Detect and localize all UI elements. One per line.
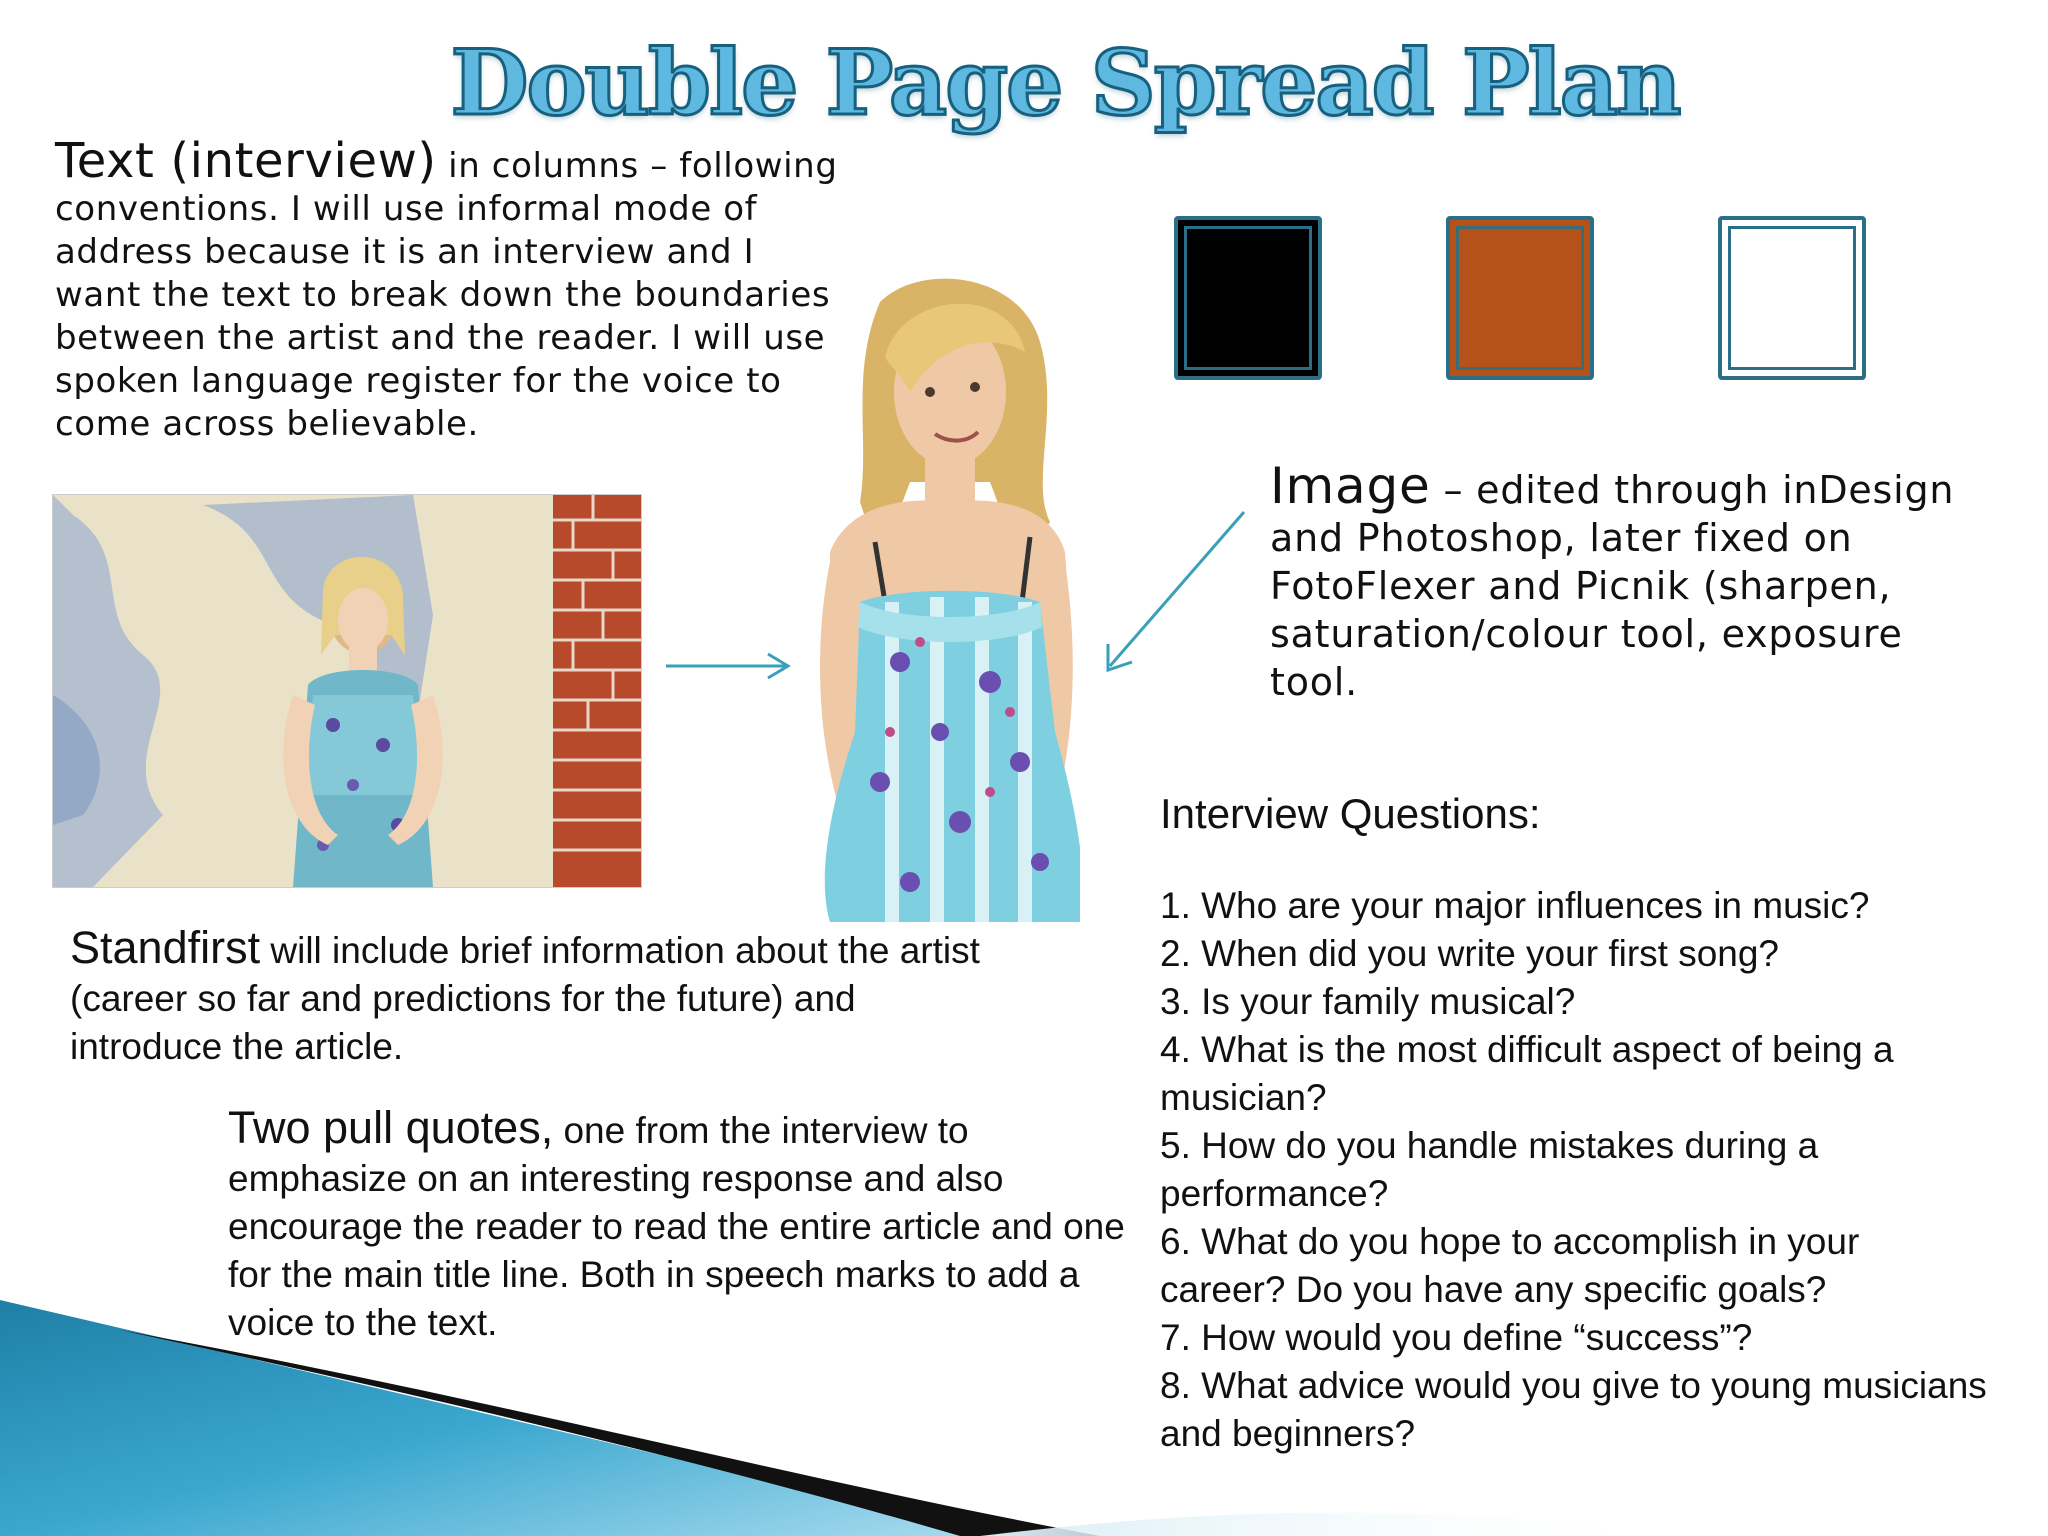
question-item: 1. Who are your major influences in music? [1160,885,1870,926]
swatch-black [1174,216,1322,380]
image-editing-note [1270,457,1970,706]
questions-list [1160,882,1990,1458]
standfirst-heading: Standfirst [70,922,261,973]
question-item: 3. Is your family musical? [1160,981,1576,1022]
arrow-diagonal-icon [1100,506,1250,676]
pull-quotes-body: one from the interview to emphasize on an interesting response and also encourage the reader to read the entire article and one for the main title line. Both in speech marks to add a voice to the text. [228,1110,1125,1343]
arrow-right-icon [664,648,794,684]
question-item: 8. What advice would you give to young musicians and beginners? [1160,1365,1987,1454]
interview-questions-heading: Interview Questions: [1160,790,1541,837]
standfirst-note [70,924,990,1071]
question-item: 4. What is the most difficult aspect of being a musician? [1160,1029,1894,1118]
standfirst-body: will include brief information about the artist (career so far and predictions for the future) and introduce the article. [70,930,980,1067]
swatch-inner-border [1728,226,1856,370]
swatch-white [1718,216,1866,380]
text-interview-heading: Text (interview) [55,133,437,189]
swatch-inner-border [1184,226,1312,370]
image-note-heading: Image [1270,457,1431,515]
question-item: 6. What do you hope to accomplish in your career? Do you have any specific goals? [1160,1221,1860,1310]
edited-cutout-photo [790,262,1080,922]
image-note-body: – edited through inDesign and Photoshop, later fixed on FotoFlexer and Picnik (sharpen, saturation/colour tool, exposure tool. [1270,468,1955,704]
pull-quotes-heading: Two pull quotes, [228,1102,554,1153]
page-title: Double Page Spread Plan [450,30,1680,136]
text-interview-note [55,133,845,446]
swatch-orange [1446,216,1594,380]
text-interview-body: in columns – following conventions. I will use informal mode of address because it is an interview and I want the text to break down the boundaries between the artist and the reader. I will use spoken language register for the voice to come across believable. [55,146,838,444]
pull-quotes-note [228,1104,1148,1347]
original-photo [52,494,642,888]
question-item: 7. How would you define “success”? [1160,1317,1753,1358]
question-item: 2. When did you write your first song? [1160,933,1780,974]
swatch-inner-border [1456,226,1584,370]
question-item: 5. How do you handle mistakes during a performance? [1160,1125,1819,1214]
interview-questions [1160,790,1990,1458]
